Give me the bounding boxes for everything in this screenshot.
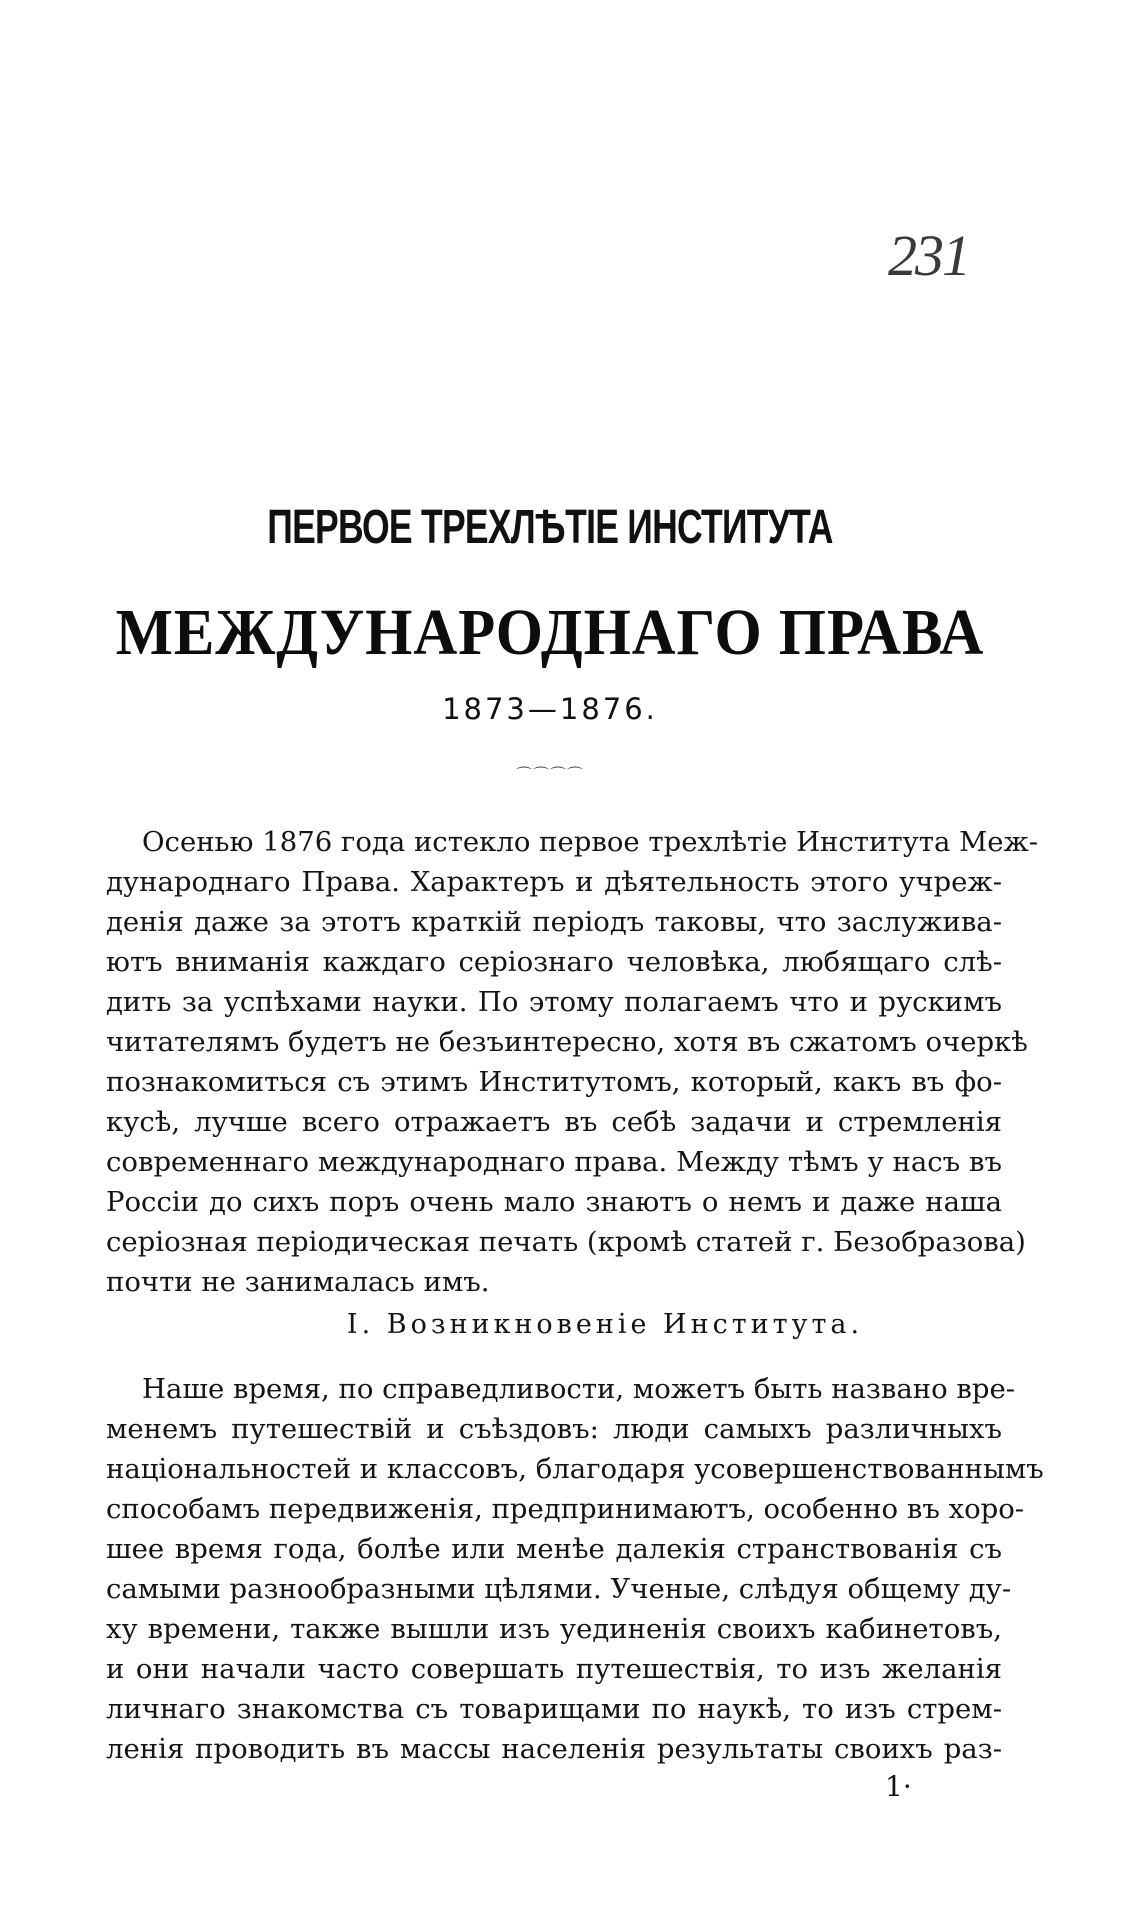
paragraph-line: кусѣ, лучше всего отражаетъ въ себѣ задачи и стремленія: [106, 1106, 1002, 1138]
page-number: 1·: [885, 1770, 912, 1803]
section-heading: I. Возникновеніе Института.: [346, 1309, 864, 1340]
title-years: 1873—1876.: [442, 692, 658, 726]
paragraph-line: Осенью 1876 года истекло первое трехлѣтіе Института Меж-: [142, 826, 1039, 858]
paragraph-2: [106, 1369, 1044, 1769]
title-line-1: ПЕРВОЕ ТРЕХЛѢТІЕ ИНСТИТУТА: [267, 501, 833, 554]
paragraph-line: менемъ путешествій и съѣздовъ: люди самыхъ различныхъ: [106, 1413, 1002, 1445]
paragraph-line: національностей и классовъ, благодаря усовершенствованнымъ: [106, 1453, 1044, 1485]
paragraph-line: дить за успѣхами науки. По этому полагаемъ что и рускимъ: [106, 986, 1002, 1018]
paragraph-line: серіозная періодическая печать (кромѣ статей г. Безобразова): [106, 1226, 1026, 1258]
paragraph-line: ху времени, также вышли изъ уединенія своихъ кабинетовъ,: [106, 1613, 1002, 1645]
paragraph-line: ленія проводить въ массы населенія результаты своихъ раз-: [106, 1733, 1002, 1765]
paragraph-line: дународнаго Права. Характеръ и дѣятельность этого учреж-: [106, 866, 1002, 898]
paragraph-line: и они начали часто совершать путешествія, то изъ желанія: [106, 1653, 1002, 1685]
paragraph-line: ютъ вниманія каждаго серіознаго человѣка, любящаго слѣ-: [106, 946, 1002, 978]
paragraph-line: почти не занималась имъ.: [106, 1266, 490, 1298]
paragraph-line: денія даже за этотъ краткій періодъ таковы, что заслужива-: [106, 906, 1002, 938]
paragraph-line: самыми разнообразными цѣлями. Ученые, слѣдуя общему ду-: [106, 1573, 1012, 1605]
paragraph-line: Россіи до сихъ поръ очень мало знаютъ о немъ и даже наша: [106, 1186, 1002, 1218]
paragraph-line: способамъ передвиженія, предпринимаютъ, особенно въ хоро-: [106, 1493, 1025, 1525]
archive-mark: 231: [888, 223, 969, 288]
paragraph-line: шее время года, болѣе или менѣе далекія странствованія съ: [106, 1533, 1002, 1565]
paragraph-line: читателямъ будетъ не безъинтересно, хотя въ сжатомъ очеркѣ: [106, 1026, 1028, 1058]
paragraph-line: личнаго знакомства съ товарищами по наукѣ, то изъ стрем-: [106, 1693, 1002, 1725]
ornament-divider: ⌒⌒⌒⌒: [515, 765, 584, 784]
title-line-2: МЕЖДУНАРОДНАГО ПРАВА: [115, 596, 985, 669]
paragraph-line: Наше время, по справедливости, можетъ быть названо вре-: [142, 1373, 1016, 1405]
paragraph-line: познакомиться съ этимъ Институтомъ, который, какъ въ фо-: [106, 1066, 1002, 1098]
paragraph-1: [106, 822, 1039, 1302]
paragraph-line: современнаго международнаго права. Между тѣмъ у насъ въ: [106, 1146, 1002, 1178]
